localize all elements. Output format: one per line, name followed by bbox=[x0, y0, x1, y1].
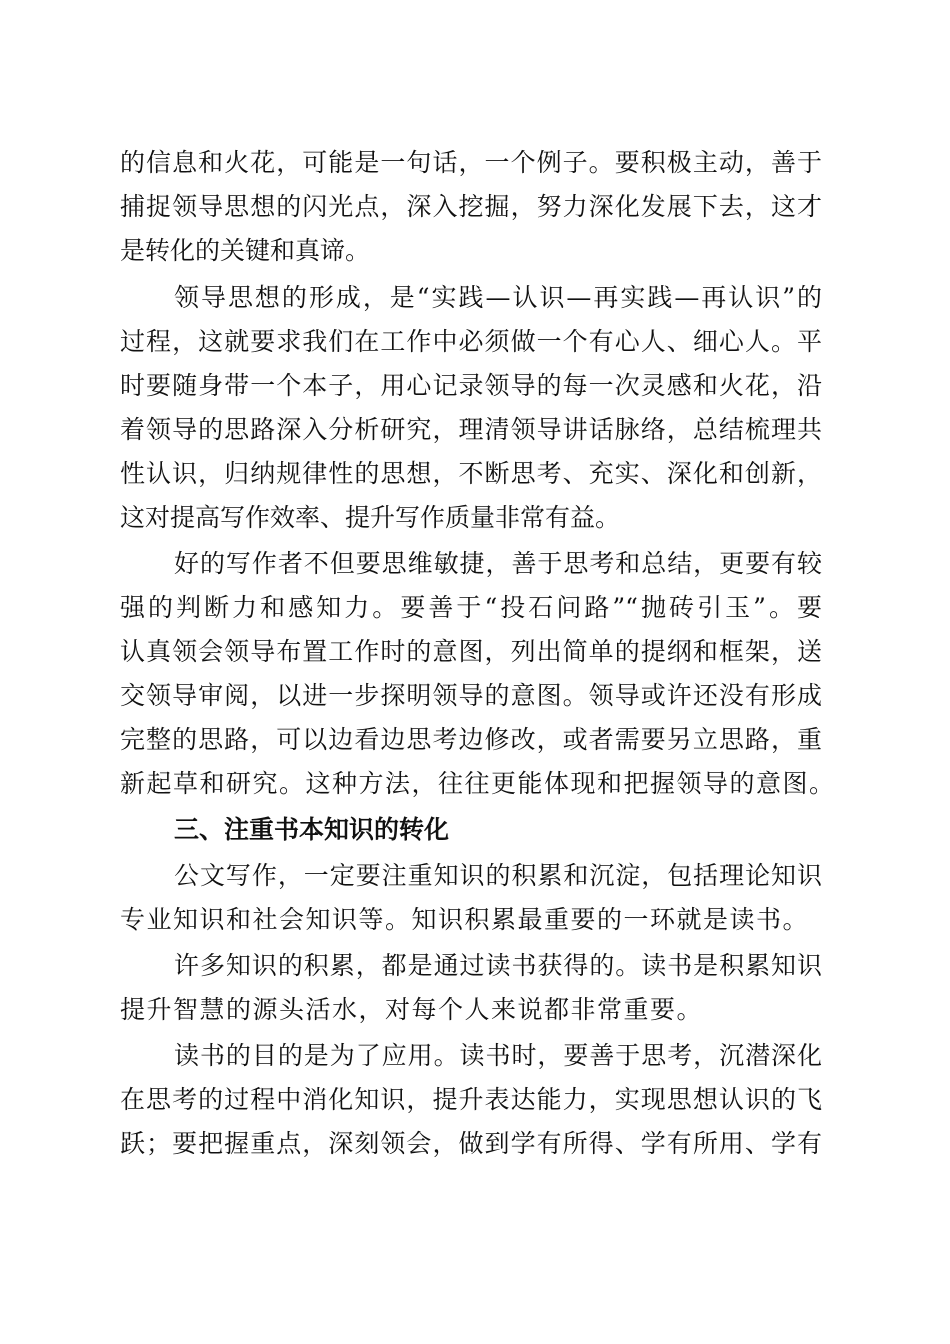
text-line: 提升智慧的源头活水，对每个人来说都非常重要。 bbox=[120, 995, 704, 1024]
text-line: 的信息和火花，可能是一句话，一个例子。要积极主动，善于 bbox=[120, 148, 822, 177]
text-line: 读书的目的是为了应用。读书时，要善于思考，沉潜深化 bbox=[174, 1041, 822, 1070]
text-line: 强的判断力和感知力。要善于“投石问路”“抛砖引玉”。要 bbox=[120, 593, 822, 622]
text-line: 专业知识和社会知识等。知识积累最重要的一环就是读书。 bbox=[120, 905, 810, 934]
text-line: 这对提高写作效率、提升写作质量非常有益。 bbox=[120, 503, 621, 532]
text-line: 在思考的过程中消化知识，提升表达能力，实现思想认识的飞 bbox=[120, 1085, 822, 1114]
text-line: 是转化的关键和真谛。 bbox=[120, 236, 371, 265]
text-line: 跃；要把握重点，深刻领会，做到学有所得、学有所用、学有 bbox=[120, 1129, 822, 1158]
text-line: 交领导审阅，以进一步探明领导的意图。领导或许还没有形成 bbox=[120, 681, 822, 710]
text-line: 领导思想的形成，是“实践—认识—再实践—再认识”的 bbox=[174, 283, 822, 312]
text-line: 过程，这就要求我们在工作中必须做一个有心人、细心人。平 bbox=[120, 327, 822, 356]
text-line: 认真领会领导布置工作时的意图，列出简单的提纲和框架，送 bbox=[120, 637, 822, 666]
text-line: 完整的思路，可以边看边思考边修改，或者需要另立思路，重 bbox=[120, 725, 822, 754]
text-line: 新起草和研究。这种方法，往往更能体现和把握领导的意图。 bbox=[120, 769, 836, 798]
text-line: 公文写作，一定要注重知识的积累和沉淀，包括理论知识 bbox=[174, 861, 822, 890]
text-line: 着领导的思路深入分析研究，理清领导讲话脉络，总结梳理共 bbox=[120, 415, 822, 444]
text-line: 性认识，归纳规律性的思想，不断思考、充实、深化和创新， bbox=[120, 459, 822, 488]
text-line: 捕捉领导思想的闪光点，深入挖掘，努力深化发展下去，这才 bbox=[120, 192, 822, 221]
section-heading: 三、注重书本知识的转化 bbox=[174, 815, 450, 844]
text-line: 许多知识的积累，都是通过读书获得的。读书是积累知识 bbox=[174, 951, 822, 980]
text-line: 好的写作者不但要思维敏捷，善于思考和总结，更要有较 bbox=[174, 549, 822, 578]
text-line: 时要随身带一个本子，用心记录领导的每一次灵感和火花，沿 bbox=[120, 371, 822, 400]
